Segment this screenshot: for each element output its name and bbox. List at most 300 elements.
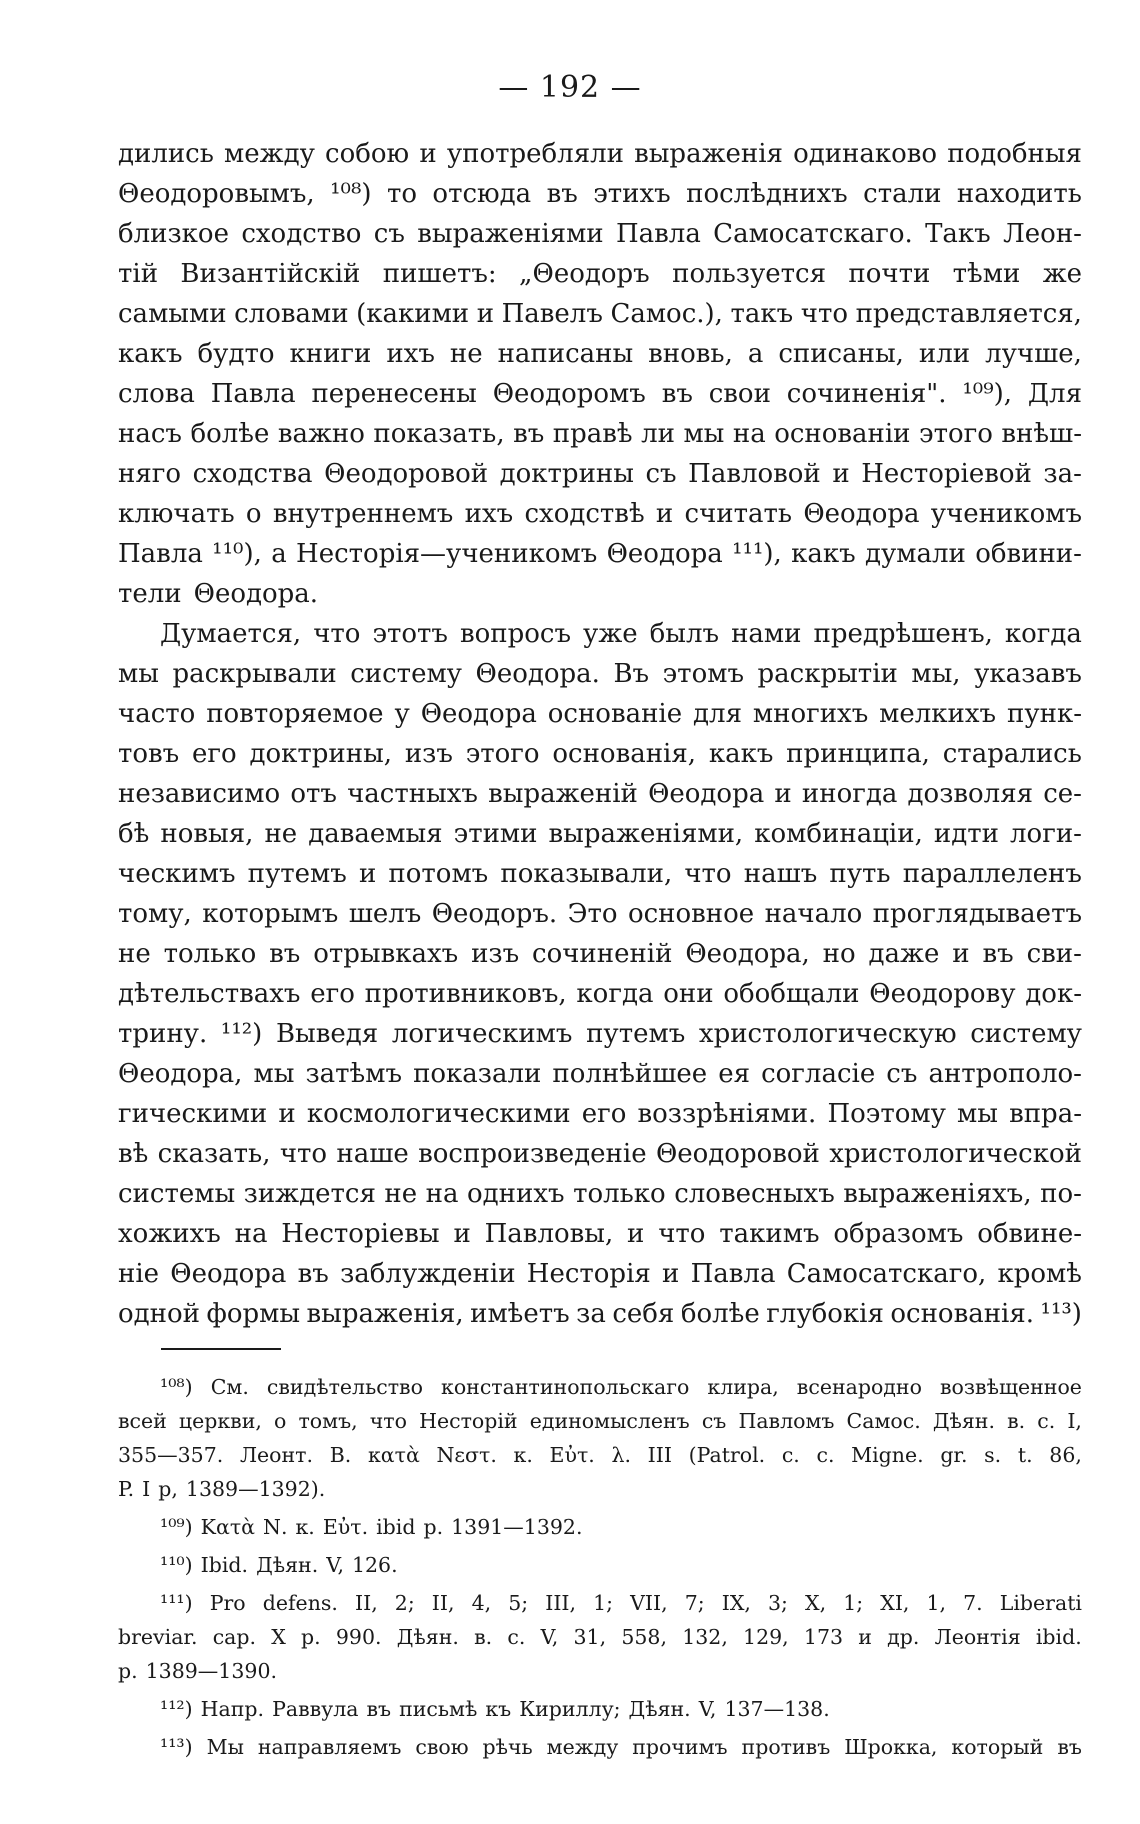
text-line	[118, 974, 1082, 1014]
word: I	[142, 1477, 151, 1501]
word: его	[310, 979, 355, 1009]
word: его	[192, 739, 237, 769]
word: Кириллу;	[519, 1697, 621, 1721]
word: христологическую	[698, 1019, 957, 1049]
word: начало	[764, 899, 863, 929]
word: κ.	[513, 1443, 533, 1467]
word: Ibid.	[200, 1553, 249, 1577]
word: Θеодора.	[475, 659, 600, 689]
word: и	[774, 779, 792, 809]
word: Θеодора	[648, 779, 765, 809]
word: выраженіями,	[548, 819, 744, 849]
word: Liberati	[999, 1591, 1082, 1615]
word: сказать,	[157, 1139, 271, 1169]
word: книги	[289, 339, 372, 369]
word: сочиненій	[532, 939, 673, 969]
word: gr.	[940, 1443, 968, 1467]
word: дились	[118, 139, 214, 169]
word: Для	[1027, 379, 1082, 409]
word: в.	[1007, 1409, 1026, 1433]
word: выраженіяхъ,	[843, 1179, 1032, 1209]
word: доктрины	[499, 459, 634, 489]
word: имѣетъ	[470, 1299, 570, 1329]
word: параллеленъ	[902, 859, 1082, 889]
word: написаны	[497, 339, 634, 369]
word: что	[369, 1409, 407, 1433]
word: Въ	[613, 659, 650, 689]
word: ученикомъ	[930, 499, 1082, 529]
word: ніе	[118, 1259, 160, 1289]
word: Павла	[615, 219, 701, 249]
word: трину.	[118, 1019, 208, 1049]
word: ¹¹⁰),	[212, 539, 262, 569]
word: Θеодоромъ	[492, 379, 646, 409]
word: въ	[366, 1697, 392, 1721]
word: ¹⁰⁹),	[962, 379, 1013, 409]
text-line	[118, 374, 1082, 414]
word: дозволяя	[907, 779, 1034, 809]
word: формы	[206, 1299, 301, 1329]
word: P.	[118, 1477, 135, 1501]
text-line	[118, 414, 1082, 454]
word: пунк-	[1007, 699, 1082, 729]
text-line	[118, 1294, 1082, 1334]
word: Леонтія	[934, 1625, 1021, 1649]
word: думали	[864, 539, 966, 569]
word: 3;	[768, 1591, 788, 1615]
word: Ν.	[263, 1515, 288, 1539]
word: 1391—1392.	[451, 1515, 583, 1539]
word: и	[627, 1219, 645, 1249]
word: потомъ	[388, 859, 489, 889]
word: Дѣян.	[396, 1625, 459, 1649]
word: Θеодоръ.	[431, 899, 558, 929]
word: что	[279, 1139, 328, 1169]
word: затѣмъ	[305, 1059, 402, 1089]
word: словесныхъ	[674, 1179, 835, 1209]
word: зиждется	[243, 1179, 376, 1209]
word: свою	[415, 1735, 469, 1759]
word: и	[655, 499, 674, 529]
word: въ	[1057, 1735, 1082, 1759]
word: с.	[1037, 1409, 1056, 1433]
footnotes	[118, 1370, 1082, 1764]
word: ¹¹³)	[160, 1735, 193, 1759]
word: шелъ	[348, 899, 422, 929]
text-line	[118, 534, 1082, 574]
word: глубокія	[766, 1299, 884, 1329]
word: Павловой	[688, 459, 821, 489]
word: мелкихъ	[879, 699, 997, 729]
word: между	[546, 1735, 619, 1759]
word: X	[271, 1625, 286, 1649]
word: проглядываетъ	[872, 899, 1082, 929]
word: ческимъ	[118, 859, 236, 889]
text-line	[118, 1014, 1082, 1054]
word: почти	[848, 259, 931, 289]
word: показали	[413, 1059, 542, 1089]
word: только	[163, 939, 257, 969]
word: а	[747, 339, 764, 369]
word: основанія,	[552, 739, 697, 769]
word: единомысленъ	[529, 1409, 690, 1433]
word: частныхъ	[347, 779, 478, 809]
word: Дѣян.	[932, 1409, 995, 1433]
word: ея	[718, 1059, 751, 1089]
word: ibid.	[1035, 1625, 1082, 1649]
word: что	[313, 619, 361, 649]
word: путемъ	[586, 1019, 686, 1049]
word: систему	[970, 1019, 1082, 1049]
word: раскрывали	[172, 659, 337, 689]
word: 355—357.	[118, 1443, 224, 1467]
word: на	[234, 1219, 268, 1249]
word: p.	[118, 1659, 138, 1683]
word: др.	[887, 1625, 920, 1649]
text-line	[118, 614, 1082, 654]
word: старались	[942, 739, 1082, 769]
word: правѣ	[552, 419, 633, 449]
word: этими	[453, 819, 538, 849]
word: будто	[197, 339, 275, 369]
text-line	[118, 494, 1082, 534]
word: тели	[118, 579, 182, 609]
word: сходство	[241, 219, 362, 249]
word: 86,	[1049, 1443, 1082, 1467]
word: употребляли	[446, 139, 624, 169]
text-line	[118, 894, 1082, 934]
word: пользуется	[672, 259, 826, 289]
word: основаніе	[547, 699, 683, 729]
word: cap.	[212, 1625, 257, 1649]
word: Поэтому	[827, 1099, 946, 1129]
word: только	[573, 1179, 666, 1209]
word: 132,	[682, 1625, 728, 1649]
word: пишетъ:	[382, 259, 497, 289]
word: се-	[1043, 779, 1082, 809]
word: и	[832, 459, 850, 489]
word: системы	[118, 1179, 236, 1209]
word: Думается,	[160, 619, 302, 649]
word: Павла	[210, 379, 296, 409]
word: считать	[684, 499, 793, 529]
word: съ	[645, 459, 677, 489]
word: Migne.	[851, 1443, 924, 1467]
word: и	[278, 1099, 296, 1129]
word: наше	[336, 1139, 409, 1169]
word: между	[224, 139, 315, 169]
word: даже	[868, 939, 940, 969]
word: основное	[627, 899, 755, 929]
word: томъ,	[298, 1409, 358, 1433]
word: 1;	[843, 1591, 864, 1615]
word: p.	[423, 1515, 444, 1539]
word: насъ	[118, 419, 182, 449]
word: Павловы,	[484, 1219, 614, 1249]
word: всей	[118, 1409, 167, 1433]
word: V,	[326, 1553, 344, 1577]
word: ли	[641, 419, 675, 449]
word: Несторія—ученикомъ	[296, 539, 598, 569]
word: комбинаціи,	[754, 819, 923, 849]
word: близкое	[118, 219, 229, 249]
word: же	[1042, 259, 1082, 289]
text-line	[118, 1254, 1082, 1294]
text-line	[118, 1054, 1082, 1094]
word: слова	[118, 379, 195, 409]
word: Шрокка,	[844, 1735, 938, 1759]
word: мы	[957, 1099, 998, 1129]
word: Самосатскаго,	[786, 1259, 987, 1289]
word: 129,	[743, 1625, 789, 1649]
word: церкви,	[178, 1409, 262, 1433]
word: стали	[863, 179, 942, 209]
word: Такъ	[925, 219, 991, 249]
word: ¹⁰⁸)	[330, 179, 372, 209]
word: c.	[816, 1443, 835, 1467]
word: противниковъ,	[364, 979, 567, 1009]
text-line	[118, 1174, 1082, 1214]
word: κατὰ	[367, 1443, 420, 1467]
text-line	[118, 934, 1082, 974]
footnote-line	[118, 1370, 1082, 1404]
page-number: — 192 —	[498, 70, 642, 105]
word: у	[394, 699, 410, 729]
word: p,	[158, 1477, 178, 1501]
word: такъ	[730, 299, 794, 329]
word: въ	[513, 419, 545, 449]
word: дѣтельствахъ	[118, 979, 301, 1009]
word: 990.	[335, 1625, 382, 1649]
word: XI,	[880, 1591, 910, 1615]
word: этого	[465, 739, 540, 769]
word: когда	[1004, 619, 1082, 649]
text-line	[118, 694, 1082, 734]
word: они	[663, 979, 714, 1009]
word: 4,	[471, 1591, 492, 1615]
text-line	[118, 134, 1082, 174]
word: и	[858, 1625, 872, 1649]
word: Раввула	[272, 1697, 359, 1721]
word: „Θеодоръ	[519, 259, 650, 289]
word: ¹¹²)	[160, 1697, 193, 1721]
word: II,	[431, 1591, 455, 1615]
word: ibid	[376, 1515, 416, 1539]
word: (какими	[356, 299, 470, 329]
word: Леонт.	[239, 1443, 314, 1467]
word: къ	[485, 1697, 512, 1721]
word: согласіе	[761, 1059, 876, 1089]
word: выраженій	[488, 779, 638, 809]
word: с.	[507, 1625, 526, 1649]
word: кромѣ	[997, 1259, 1082, 1289]
word: Θеодора,	[685, 939, 810, 969]
word: V,	[540, 1625, 559, 1649]
word: Pro	[209, 1591, 246, 1615]
word: товъ	[118, 739, 180, 769]
word: одной	[118, 1299, 200, 1329]
word: 1389—1392).	[185, 1477, 326, 1501]
word: его	[581, 1099, 627, 1129]
word: который	[951, 1735, 1044, 1759]
word: Несторіевой	[861, 459, 1032, 489]
word: breviar.	[118, 1625, 198, 1649]
word: сходствѣ	[524, 499, 645, 529]
word: мы,	[911, 659, 961, 689]
word: 1389—1390.	[145, 1659, 277, 1683]
word: ¹¹²)	[220, 1019, 263, 1049]
word: доктрины,	[249, 739, 393, 769]
word: IX,	[721, 1591, 751, 1615]
word: выраженія,	[306, 1299, 464, 1329]
word: иногда	[801, 779, 898, 809]
word: собою	[325, 139, 410, 169]
word: Θеодора.	[193, 579, 319, 609]
word: себя	[612, 1299, 675, 1329]
footnote-separator	[161, 1348, 281, 1350]
word: III	[647, 1443, 672, 1467]
word: свидѣтельство	[266, 1375, 423, 1399]
word: Павелъ	[501, 299, 603, 329]
word: какъ	[791, 539, 856, 569]
word: Напр.	[200, 1697, 265, 1721]
word: ихъ	[464, 499, 514, 529]
word: образомъ	[833, 1219, 964, 1249]
word: внутреннемъ	[272, 499, 454, 529]
word: болѣе	[190, 419, 270, 449]
word: противъ	[741, 1735, 831, 1759]
word: находить	[956, 179, 1082, 209]
word: 1,	[926, 1591, 947, 1615]
word: принципа,	[786, 739, 930, 769]
word: списаны,	[778, 339, 904, 369]
word: ¹¹¹)	[160, 1591, 193, 1615]
word: 5;	[508, 1591, 529, 1615]
word: систему	[350, 659, 462, 689]
word: воспроизведеніе	[418, 1139, 647, 1169]
word: тій	[118, 259, 159, 289]
word: Θеодора	[170, 1259, 287, 1289]
word: по-	[1040, 1179, 1082, 1209]
text-line	[118, 454, 1082, 494]
word: важно	[277, 419, 365, 449]
word: s.	[984, 1443, 1002, 1467]
word: представляется,	[855, 299, 1082, 329]
word: отъ	[290, 779, 337, 809]
word: путемъ	[247, 859, 347, 889]
word: что	[800, 299, 848, 329]
word: не	[118, 939, 151, 969]
word: съ	[701, 1409, 727, 1433]
text-line	[118, 174, 1082, 214]
word: Самос.),	[610, 299, 723, 329]
word: въ	[982, 939, 1014, 969]
word: на	[425, 1179, 459, 1209]
word: о	[274, 1409, 287, 1433]
word: тому,	[118, 899, 192, 929]
word: Θеодоровой	[655, 1139, 820, 1169]
word: путь	[829, 859, 891, 889]
word: Θеодора	[420, 699, 537, 729]
word: на	[732, 419, 766, 449]
word: часто	[118, 699, 196, 729]
word: defens.	[262, 1591, 338, 1615]
word: основанія.	[890, 1299, 1035, 1329]
word: V,	[698, 1697, 717, 1721]
word: всенародно	[796, 1375, 922, 1399]
word: послѣднихъ	[686, 179, 848, 209]
word: уже	[583, 619, 638, 649]
word: что	[658, 1219, 706, 1249]
word: Θеодорову	[869, 979, 1016, 1009]
word: Несторіевы	[281, 1219, 440, 1249]
word: полнѣйшее	[552, 1059, 708, 1089]
text-line	[118, 574, 1082, 614]
footnote-line	[118, 1510, 1082, 1544]
word: вопросъ	[459, 619, 572, 649]
word: Εὐτ.	[549, 1443, 595, 1467]
word: изъ	[404, 739, 453, 769]
word: и	[453, 1219, 471, 1249]
word: лучше,	[985, 339, 1082, 369]
word: док-	[1025, 979, 1082, 1009]
word: Дѣян.	[256, 1553, 319, 1577]
text-line	[118, 254, 1082, 294]
word: клира,	[707, 1375, 779, 1399]
word: II,	[355, 1591, 378, 1615]
word: выраженія	[634, 139, 783, 169]
word: показать,	[373, 419, 505, 449]
word: многихъ	[752, 699, 869, 729]
word: нами	[731, 619, 802, 649]
word: Κατὰ	[200, 1515, 255, 1539]
word: этого	[919, 419, 993, 449]
text-line	[118, 854, 1082, 894]
word: для	[693, 699, 742, 729]
word: былъ	[649, 619, 720, 649]
word: тѣми	[952, 259, 1021, 289]
word: за-	[1043, 459, 1082, 489]
word: Θеодора,	[118, 1059, 243, 1089]
word: свои	[708, 379, 771, 409]
word: обвини-	[975, 539, 1082, 569]
text-line	[118, 334, 1082, 374]
word: ¹¹¹),	[732, 539, 782, 569]
word: См.	[210, 1375, 249, 1399]
word: c.	[781, 1443, 800, 1467]
word: 2;	[394, 1591, 415, 1615]
word: 137—138.	[724, 1697, 830, 1721]
word: самыми	[118, 299, 227, 329]
word: Выведя	[275, 1019, 379, 1049]
word: этотъ	[372, 619, 448, 649]
word: этихъ	[593, 179, 671, 209]
word: Леон-	[1003, 219, 1082, 249]
text-line	[118, 774, 1082, 814]
word: повторяемое	[206, 699, 384, 729]
word: 31,	[573, 1625, 607, 1649]
word: то	[386, 179, 417, 209]
word: Νεστ.	[436, 1443, 497, 1467]
word: какъ	[708, 739, 774, 769]
text-line	[118, 814, 1082, 854]
word: что	[684, 859, 732, 889]
word: Несторія	[526, 1259, 651, 1289]
word: новыя,	[160, 819, 254, 849]
word: Павла	[690, 1259, 776, 1289]
word: не	[449, 339, 483, 369]
word: и	[952, 939, 970, 969]
